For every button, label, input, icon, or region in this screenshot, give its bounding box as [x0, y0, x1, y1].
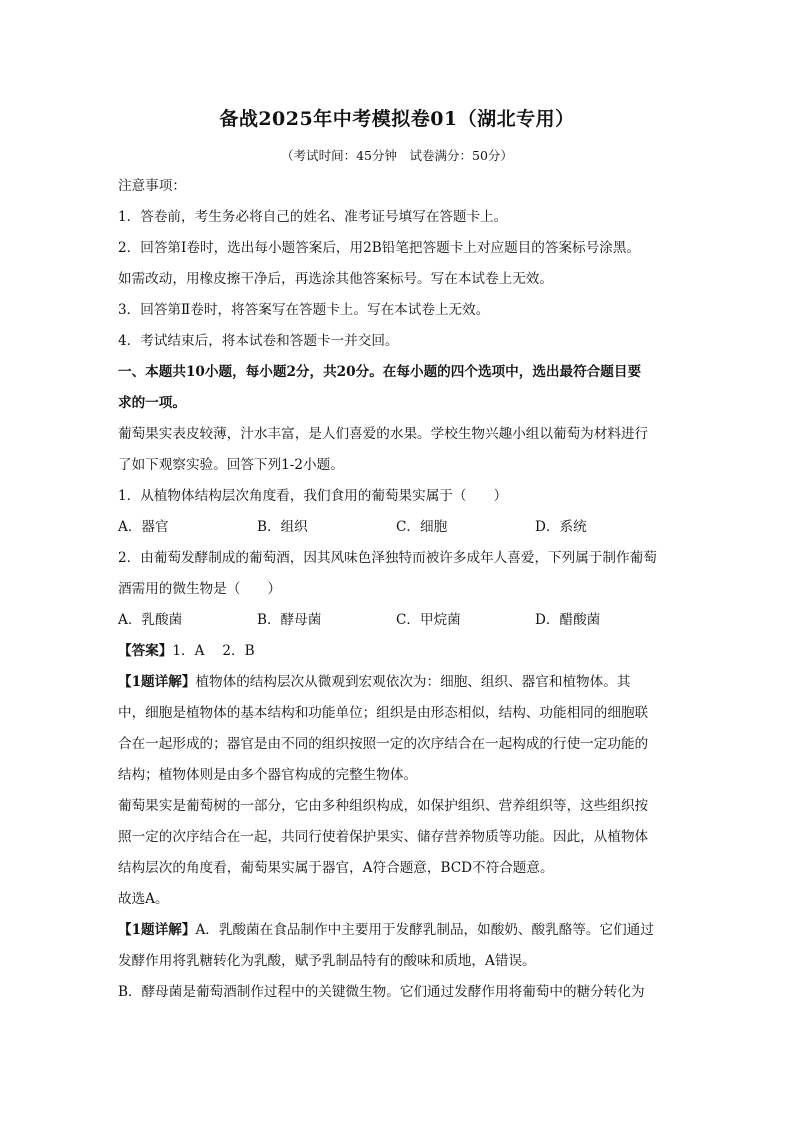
explanation-1-line: 照一定的次序结合在一起，共同行使着保护果实、储存营养物质等功能。因此，从植物体	[118, 829, 649, 845]
note-1: 1．答卷前，考生务必将自己的姓名、准考证号填写在答题卡上。	[118, 209, 508, 225]
note-2-cont: 如需改动，用橡皮擦干净后，再选涂其他答案标号。写在本试卷上无效。	[118, 271, 553, 287]
q2-option-b: B．酵母菌	[257, 612, 322, 628]
explanation-1-line: 结构层次的角度看，葡萄果实属于器官，A符合题意，BCD不符合题意。	[118, 860, 554, 876]
explanation-1-line: 结构；植物体则是由多个器官构成的完整生物体。	[118, 767, 418, 783]
note-2: 2．回答第Ⅰ卷时，选出每小题答案后，用2B铅笔把答题卡上对应题目的答案标号涂黑。	[118, 240, 641, 256]
notes-heading: 注意事项：	[118, 178, 186, 194]
note-4: 4．考试结束后，将本试卷和答题卡一并交回。	[118, 333, 399, 349]
explanation-1-text: 植物体的结构层次从微观到宏观依次为：细胞、组织、器官和植物体。其	[195, 674, 631, 690]
explanation-2-line: 发酵作用将乳糖转化为乳酸，赋予乳制品特有的酸味和质地，A错误。	[118, 953, 536, 969]
q1-option-a: A．器官	[118, 519, 169, 535]
q1-option-d: D．系统	[535, 519, 587, 535]
question-2-stem-cont: 酒需用的微生物是（ ）	[118, 581, 282, 597]
explanation-1-line	[118, 672, 678, 692]
explanation-2-text: A．乳酸菌在食品制作中主要用于发酵乳制品，如酸奶、酸乳酪等。它们通过	[195, 922, 654, 938]
q2-option-c: C．甲烷菌	[396, 612, 461, 628]
q1-option-c: C．细胞	[396, 519, 448, 535]
explanation-1-line: 中，细胞是植物体的基本结构和功能单位；组织是由形态相似，结构、功能相同的细胞联	[118, 705, 649, 721]
explanation-1-line: 合在一起形成的；器官是由不同的组织按照一定的次序结合在一起构成的行使一定功能的	[118, 736, 649, 752]
q2-option-d: D．醋酸菌	[535, 612, 601, 628]
explanation-1-tag: 【1题详解】	[118, 674, 196, 690]
q2-option-a: A．乳酸菌	[118, 612, 183, 628]
explanation-2-tag: 【1题详解】	[118, 922, 196, 938]
note-3: 3．回答第Ⅱ卷时，将答案写在答题卡上。写在本试卷上无效。	[118, 302, 490, 318]
exam-info: （考试时间：45分钟 试卷满分：50分）	[281, 148, 513, 163]
section-heading: 一、本题共10小题，每小题2分，共20分。在每小题的四个选项中，选出最符合题目要	[118, 364, 642, 380]
answer-tag: 【答案】	[118, 643, 173, 659]
page-title: 备战2025年中考模拟卷01（湖北专用）	[219, 108, 575, 130]
explanation-2-line	[118, 920, 678, 940]
question-1-stem: 1．从植物体结构层次角度看，我们食用的葡萄果实属于（ ）	[118, 488, 508, 504]
intro-text-cont: 了如下观察实验。回答下列1-2小题。	[118, 457, 344, 473]
explanation-1-conclusion: 故选A。	[118, 891, 169, 907]
explanation-2-line: B．酵母菌是葡萄酒制作过程中的关键微生物。它们通过发酵作用将葡萄中的糖分转化为	[118, 984, 645, 1000]
question-2-stem: 2．由葡萄发酵制成的葡萄酒，因其风味色泽独特而被许多成年人喜爱，下列属于制作葡萄	[118, 550, 657, 566]
answer-text: 1．A 2．B	[172, 643, 255, 659]
intro-text: 葡萄果实表皮较薄，汁水丰富，是人们喜爱的水果。学校生物兴趣小组以葡萄为材料进行	[118, 426, 649, 442]
section-heading-cont: 求的一项。	[118, 395, 186, 411]
answer-line	[118, 641, 678, 661]
q1-option-b: B．组织	[257, 519, 308, 535]
explanation-1-line: 葡萄果实是葡萄树的一部分，它由多种组织构成，如保护组织、营养组织等，这些组织按	[118, 798, 649, 814]
